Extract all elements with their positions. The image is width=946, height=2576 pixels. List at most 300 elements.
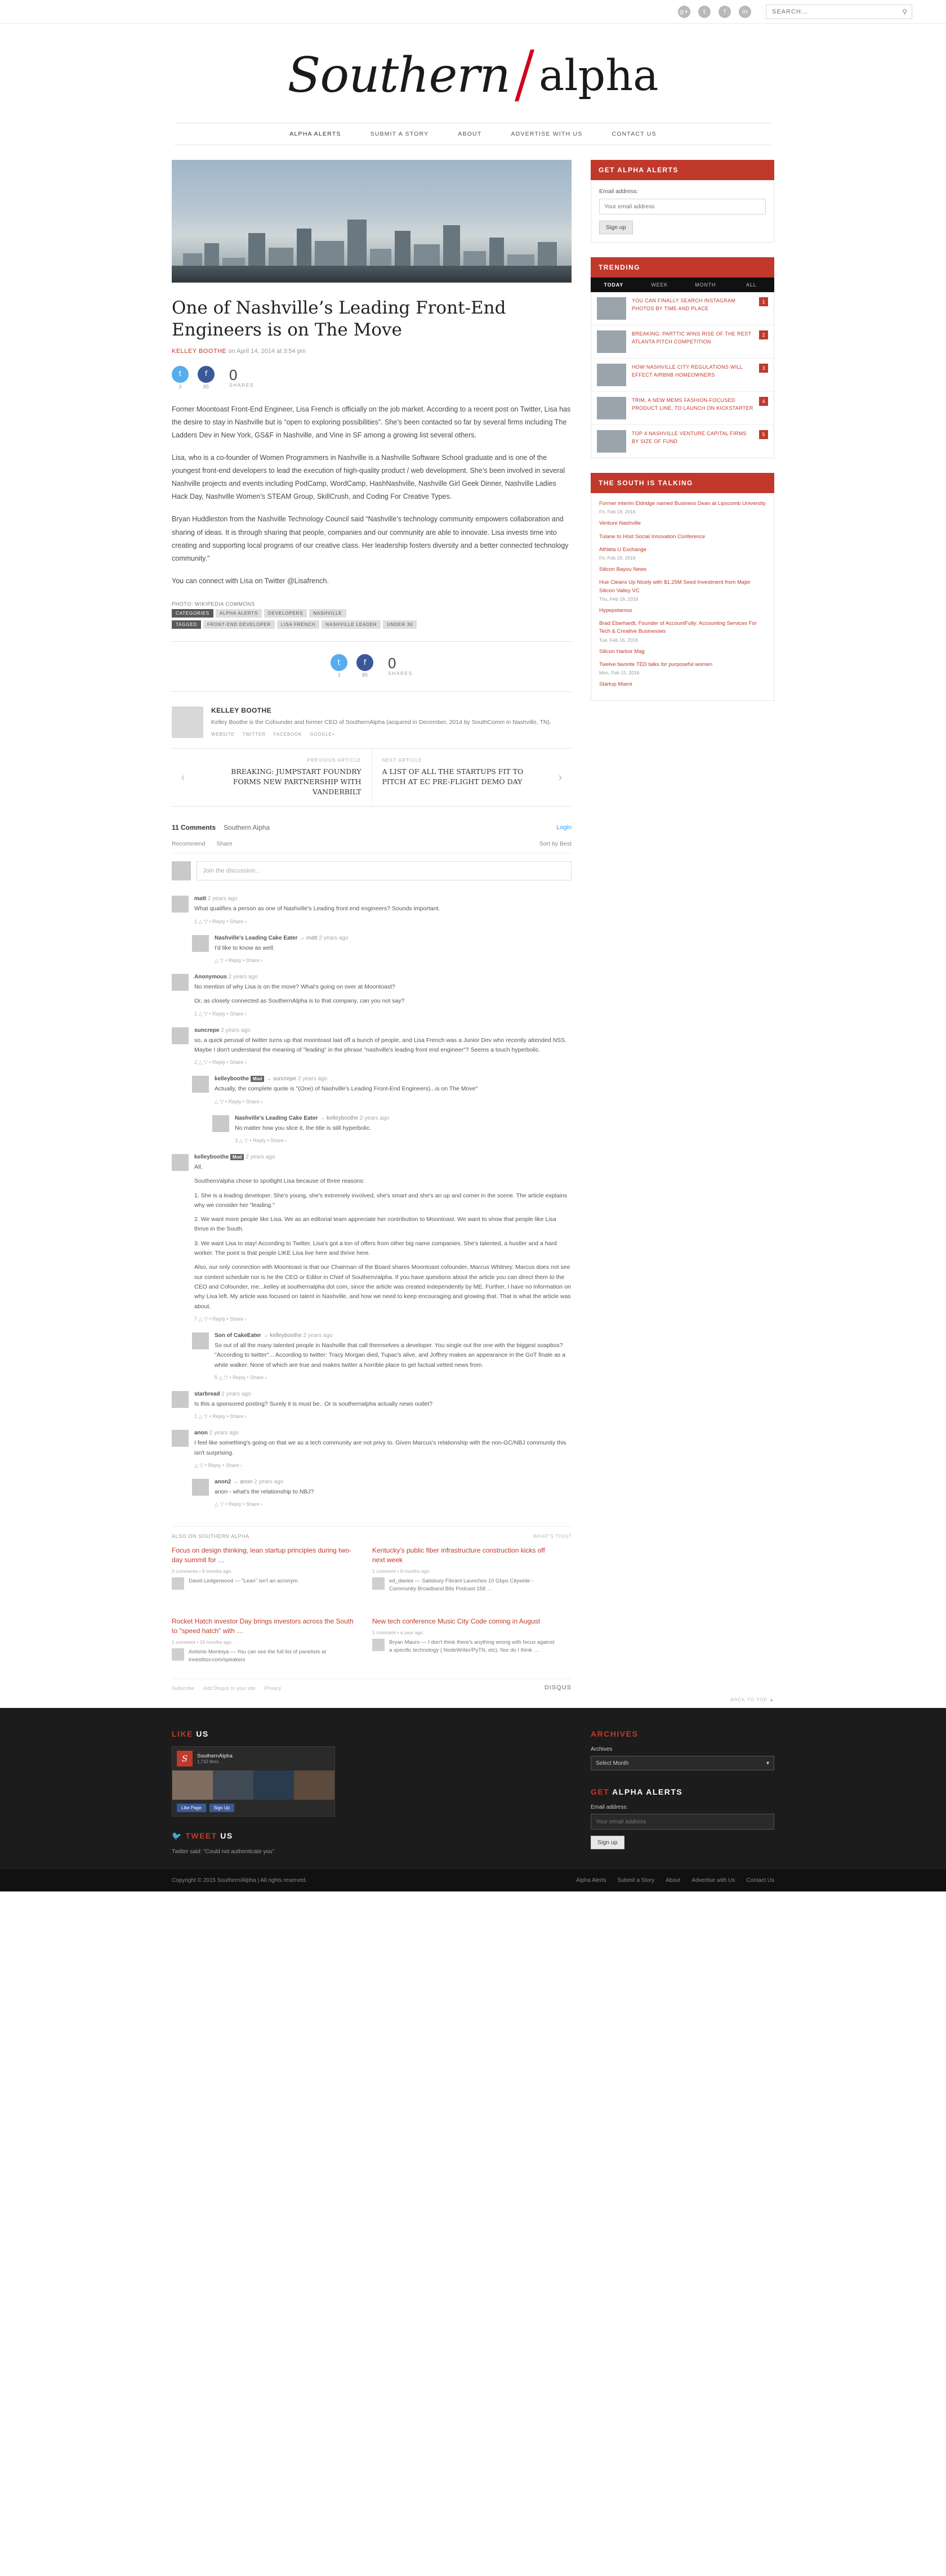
shares-number: 0 (388, 655, 396, 672)
comments-count: 11 Comments (172, 824, 216, 832)
shares-number: 0 (229, 366, 238, 383)
comment-text: anon - what's the relationship to NBJ? (215, 1488, 314, 1495)
widget-title: THE SOUTH IS TALKING (591, 473, 774, 493)
comment-actions[interactable]: 1 △ ▽ • Reply • Share › (194, 1010, 247, 1017)
comments-section (172, 824, 572, 1691)
widget-trending (591, 257, 774, 458)
trending-tabs (591, 278, 774, 292)
nav-item-advertise-with-us[interactable]: ADVERTISE WITH US (511, 131, 583, 137)
comment-header (194, 974, 572, 980)
trending-title[interactable]: YOU CAN FINALLY SEARCH INSTAGRAM PHOTOS BY TIME AND PLACE (632, 298, 736, 311)
talking-list (591, 493, 774, 701)
also-on-title[interactable]: Focus on design thinking, lean startup principles during two-day summit for … (172, 1546, 351, 1564)
next-title: A LIST OF ALL THE STARTUPS FIT TO PITCH AT EC PRE-FLIGHT DEMO DAY (382, 767, 524, 786)
also-on-quote (372, 1639, 558, 1655)
comment-text: No matter how you slice it, the title is still hyperbolic. (235, 1124, 372, 1132)
thumbnail (597, 397, 626, 419)
search-icon[interactable]: ⚲ (902, 7, 907, 16)
comment-actions[interactable]: △ ▽ • Reply • Share › (215, 1501, 263, 1508)
trending-title[interactable]: HOW NASHVILLE CITY REGULATIONS WILL EFFECT AIRBNB HOMEOWNERS (632, 364, 743, 378)
tag[interactable]: FRONT-END DEVELOPER (203, 620, 275, 629)
comment-author[interactable]: matt (194, 896, 208, 902)
get-alerts-pre: GET (591, 1787, 610, 1797)
tag[interactable]: NASHVILLE LEADER (322, 620, 381, 629)
email-label: Email address: (599, 188, 639, 195)
comment-item (172, 891, 572, 929)
avatar (372, 1577, 385, 1590)
back-to-top-link[interactable]: BACK TO TOP ▲ (730, 1697, 774, 1703)
also-on-item[interactable] (372, 1546, 558, 1593)
talking-headline[interactable]: Startup Miami (599, 681, 632, 687)
trending-title[interactable]: TRIM, A NEW MEMS FASHION-FOCUSED PRODUCT LINE, TO LAUNCH ON KICKSTARTER (632, 397, 753, 411)
comment-composer[interactable] (172, 853, 572, 891)
also-on-quote-text: ed_davies — Salisbury Fibrant Launches 10 Gbps Citywide - Community Broadband Bits Podcast 158 … (389, 1577, 534, 1592)
comment-text: No mention of why Lisa is on the move? What's going on over at Moontoast? Or, as closely connected as SouthernAlpha is to that company, can you not say? (194, 983, 405, 1005)
signup-button[interactable]: Sign up (599, 221, 633, 234)
subscribe-link[interactable]: Subscribe (172, 1685, 195, 1691)
shares-label: SHARES (229, 382, 254, 388)
author-bio: Kelley Boothe is the Cofounder and former CEO of SouthernAlpha (acquired in December, 2014 by SouthComm in Nashville, TN). (211, 719, 551, 726)
also-on-meta: 1 comment • 10 months ago (172, 1639, 231, 1645)
article-body (172, 403, 572, 588)
comment-item (172, 969, 572, 1022)
talking-date: Fri, Feb 19, 2016 (599, 555, 636, 561)
author-name: KELLEY BOOTHE (211, 706, 271, 714)
comment-time: 2 years ago (297, 1076, 328, 1083)
share-bar-bottom (172, 654, 572, 678)
logo-text-alpha: alpha (538, 50, 659, 100)
talking-headline[interactable]: Hue Cleans Up Nicely with $1.25M Seed Investment from Major Silicon Valley VC (599, 579, 751, 594)
avatar (172, 861, 191, 880)
archives-select-value: Select Month (596, 1760, 629, 1766)
widget-title: TRENDING (591, 257, 774, 278)
like-us-heading (172, 1729, 568, 1738)
next-article[interactable] (372, 749, 550, 806)
main-navigation (175, 123, 771, 145)
comment-time: 2 years ago (254, 1478, 284, 1485)
avatar (212, 1115, 229, 1132)
comment-text: I'd like to know as well. (215, 944, 275, 951)
also-on-item[interactable] (172, 1546, 358, 1593)
footer-right-column (591, 1729, 774, 1855)
next-label: NEXT ARTICLE (382, 758, 422, 763)
trending-title[interactable]: TOP 4 NASHVILLE VENTURE CAPITAL FIRMS BY SIZE OF FUND (632, 431, 747, 444)
trending-item[interactable] (591, 425, 774, 458)
talking-date: Mon, Feb 15, 2016 (599, 670, 640, 676)
also-on-meta: 3 comments • 9 months ago (172, 1568, 231, 1574)
comment-text: All, Southern/alpha chose to spotlight Lisa because of three reasons: 1. She is a leading developer. She's young, she's extremely involved, she's smart and she's an up and comer in the scene. The article explains why we consider her "leading." 2. We want more people like Lisa. We as an editorial team appreciate her contribution to Moontoast. We want to show that people like Lisa thrive in the South. 3. We want Lisa to stay! According to Twitter, Lisa's got a ton of offers from other big name companies. She's talented, a hustler and a hard worker. The point is that people LIKE Lisa live here and thrive here. Also, our only connection with Moontoast is that our Chairman of the Board shares Moontoast cofounder, Marcus Whitney. Marcus does not see our content schedule nor is he the CEO or Editor in Chief of Southern/alpha. If you have questions about the article you can direct them to the CEO and Cofounder, me...kelley at southernalpha dot com, since the article was created independently by ME. Further, I have no information on why Lisa left. My article was focused on talent in Nashville, and how we need to keep encouraging and growing that. That is what the article was about. (194, 1163, 571, 1310)
comment-header (194, 1430, 572, 1436)
also-on-grid (172, 1546, 572, 1673)
talking-item[interactable] (599, 661, 766, 676)
avatar (172, 1391, 189, 1408)
talking-item[interactable] (599, 681, 766, 688)
tag[interactable]: UNDER 30 (383, 620, 417, 629)
avatar (172, 974, 189, 991)
byline-date: on April 14, 2014 at 3:54 pm (228, 347, 306, 355)
comment-item (172, 1425, 572, 1474)
like-us-post: US (196, 1729, 209, 1739)
comment-time: 2 years ago (207, 896, 238, 902)
moderator-badge: Mod (251, 1076, 264, 1082)
share-twitter[interactable] (331, 654, 347, 678)
facebook-icon[interactable]: f (356, 654, 373, 671)
comment-actions[interactable]: △ ▽ • Reply • Share › (194, 1462, 243, 1468)
comment-item (192, 1327, 572, 1386)
comment-item (172, 1149, 572, 1327)
thumbnail (597, 297, 626, 320)
share-twitter[interactable] (172, 366, 189, 390)
comment-time: 2 years ago (246, 1153, 275, 1160)
also-on-quote-text: Antonio Montoya — You can see the full list of panelists at investbsv.com/speakers (189, 1648, 326, 1663)
photo-credit: PHOTO: WIKIPEDIA COMMONS (172, 601, 255, 607)
comment-header (215, 935, 572, 941)
comments-site-name: Southern Alpha (224, 824, 270, 832)
twitter-icon[interactable]: t (172, 366, 189, 383)
site-logo[interactable] (0, 24, 946, 123)
hero-image (172, 160, 572, 283)
login-button[interactable]: Login (556, 824, 572, 831)
byline (172, 348, 572, 355)
also-on-quote-text: David Ledgerwood — "Lean" isn't an acronym. (189, 1577, 300, 1584)
comment-reply-target: → kelleyboothe (319, 1115, 360, 1121)
logo-text-southern: Southern (287, 47, 510, 104)
get-alerts-post: ALPHA ALERTS (612, 1787, 683, 1797)
share-button[interactable]: Share (216, 840, 233, 848)
google-plus-icon[interactable]: g+ (678, 6, 690, 18)
archives-label: Archives (591, 1746, 613, 1753)
comment-reply-target: → kelleyboothe (262, 1332, 304, 1339)
facebook-page-logo-icon: S (177, 1751, 193, 1766)
comment-author[interactable]: starbread (194, 1390, 222, 1397)
facebook-like-button[interactable]: Like Page (177, 1804, 206, 1812)
avatar (192, 1479, 209, 1496)
share-bar-top (172, 366, 572, 390)
sort-selector[interactable]: Sort by Best (539, 840, 572, 848)
also-on-quote (172, 1577, 358, 1590)
footer-link-contact-us[interactable]: Contact Us (746, 1877, 774, 1884)
comment-reply-target: → suncrepe (266, 1076, 298, 1083)
prev-title: BREAKING: JUMPSTART FOUNDRY FORMS NEW PARTNERSHIP WITH VANDERBILT (231, 767, 362, 797)
category-tag[interactable]: DEVELOPERS (264, 609, 307, 618)
comment-author[interactable]: anon (194, 1430, 209, 1437)
trending-item[interactable] (591, 392, 774, 425)
talking-date: Tue, Feb 16, 2016 (599, 637, 639, 643)
tags-row (172, 620, 572, 629)
author-link-googleplus[interactable]: GOOGLE+ (310, 731, 336, 737)
whats-this-link[interactable]: WHAT'S THIS? (533, 1533, 572, 1540)
talking-headline[interactable]: Athleta U Exchange (599, 546, 646, 553)
comment-reply-target: → matt (299, 934, 319, 941)
avatar (172, 1154, 189, 1171)
archives-select[interactable] (591, 1756, 774, 1770)
trending-list (591, 292, 774, 458)
talking-headline[interactable]: Silicon Bayou News (599, 566, 646, 573)
trending-rank: 2 (759, 330, 768, 339)
article-paragraph: Lisa, who is a co-founder of Women Programmers in Nashville is a Nashville Software School graduate and is one of the youngest front-end developers to lead the execution of high-quality product / web development. She’s been involved in several Nashville projects and events including PodCamp, WordCamp, HashNashville, Nashville Girl Geek Dinner, Nashville Ladies Hack Day, Nashville Women’s STEAM Group, SkillCrush, and Coding For Creative Types. (172, 453, 565, 501)
talking-item[interactable] (599, 520, 766, 527)
facebook-photo-strip (172, 1770, 334, 1800)
tag[interactable]: LISA FRENCH (277, 620, 319, 629)
comment-header (215, 1332, 572, 1339)
thumbnail (597, 364, 626, 386)
chevron-down-icon: ▾ (766, 1760, 769, 1766)
facebook-signup-button[interactable]: Sign Up (209, 1804, 234, 1812)
nav-item-about[interactable]: ABOUT (458, 131, 482, 137)
categories-row (172, 609, 572, 618)
comment-author[interactable]: anon2 (215, 1478, 233, 1485)
avatar (172, 706, 203, 738)
article-pager (172, 748, 572, 807)
linkedin-icon[interactable]: in (739, 6, 751, 18)
trending-rank: 5 (759, 430, 768, 439)
comment-text: Actually, the complete quote is "(One) of Nashville's Leading Front-End Engineers)...is on The Move" (215, 1085, 478, 1093)
twitter-count: 3 (179, 383, 182, 390)
comments-actions (172, 837, 572, 853)
talking-headline[interactable]: Silicon Harbor Mag (599, 648, 645, 655)
widget-south-is-talking (591, 473, 774, 701)
footer-links (576, 1877, 774, 1884)
comment-actions[interactable]: 2 △ ▽ • Reply • Share › (194, 1059, 247, 1066)
also-on-item[interactable] (372, 1617, 558, 1664)
like-us-pre: LIKE (172, 1729, 193, 1739)
article-paragraph: Former Moontoast Front-End Engineer, Lisa French is officially on the job market. According to a recent post on Twitter, Lisa has the desire to stay in Nashville but is “open to exploring possibilities”. She’s been contacted so far by several firms including The Ladders Dev in New York, GS&F in Nashville, and Vine in SF among a growing list several others. (172, 405, 571, 439)
also-on-quote (372, 1577, 558, 1594)
footer-link-submit-a-story[interactable]: Submit a Story (617, 1877, 655, 1884)
author-link[interactable]: KELLEY BOOTHE (172, 347, 227, 355)
talking-headline[interactable]: Brad Eberhardt, Founder of AccountFully: Accounting Services For Tech & Creative Businesses (599, 620, 757, 635)
nav-item-alpha-alerts[interactable]: ALPHA ALERTS (289, 131, 341, 137)
thumbnail (597, 430, 626, 453)
email-field[interactable] (599, 199, 766, 214)
facebook-icon[interactable]: f (719, 6, 731, 18)
talking-headline[interactable]: Twelve favorite TED talks for purposeful women (599, 661, 712, 668)
thumbnail (597, 330, 626, 353)
comment-item (192, 1071, 572, 1110)
trending-rank: 3 (759, 364, 768, 373)
avatar (172, 1027, 189, 1044)
copyright-text: Copyright © 2015 Southern/Alpha | All rights reserved. (172, 1877, 307, 1884)
social-links (678, 6, 751, 18)
tab-week[interactable]: WEEK (651, 282, 668, 288)
prev-arrow-icon[interactable]: ‹ (181, 771, 185, 784)
comment-author[interactable]: Nashville's Leading Cake Eater (235, 1115, 320, 1121)
tweet-us-pre: TWEET (185, 1831, 217, 1841)
trending-rank: 4 (759, 397, 768, 406)
next-arrow-icon[interactable]: › (558, 771, 563, 784)
comment-actions[interactable]: 1 △ ▽ • Reply • Share › (194, 1414, 247, 1420)
comment-text: Is this a sponsored posting? Surely it is must be.. Or is southernalpha actually news outlet? (194, 1400, 433, 1407)
tweet-error-text: Twitter said: "Could not authenticate you" (172, 1849, 275, 1855)
comment-reply-target: → anon (233, 1478, 255, 1485)
avatar (192, 935, 209, 952)
talking-date: Thu, Feb 18, 2016 (599, 596, 639, 602)
comment-time: 2 years ago (319, 934, 349, 941)
talking-item[interactable] (599, 566, 766, 574)
total-shares (388, 656, 413, 676)
twitter-icon[interactable]: t (698, 6, 711, 18)
avatar (172, 1648, 184, 1661)
also-on-title[interactable]: New tech conference Music City Code coming in August (372, 1617, 541, 1626)
footer-email-label: Email address: (591, 1804, 628, 1811)
comment-author[interactable]: kelleyboothe (194, 1153, 230, 1160)
footer-like-us (172, 1729, 568, 1855)
footer-link-alpha-alerts[interactable]: Alpha Alerts (576, 1877, 606, 1884)
comment-time: 2 years ago (221, 1390, 251, 1397)
recommend-button[interactable]: Recommend (172, 840, 206, 848)
talking-item[interactable] (599, 620, 766, 643)
comment-header (215, 1479, 572, 1485)
comment-input[interactable]: Join the discussion… (197, 861, 572, 880)
tab-month[interactable]: MONTH (695, 282, 716, 288)
comment-actions[interactable]: △ ▽ • Reply • Share › (215, 1098, 263, 1104)
facebook-icon[interactable]: f (198, 366, 215, 383)
avatar (172, 896, 189, 913)
comment-header (194, 1391, 572, 1397)
comment-time: 2 years ago (209, 1430, 239, 1437)
footer-signup-button[interactable]: Sign up (591, 1836, 624, 1849)
nav-item-contact-us[interactable]: CONTACT US (612, 131, 657, 137)
tweet-us-heading (172, 1831, 568, 1841)
comment-author[interactable]: Anonymous (194, 974, 229, 980)
site-footer (0, 1708, 946, 1870)
also-on-title[interactable]: Rocket Hatch investor Day brings investors across the South to "speed hatch" with … (172, 1617, 354, 1635)
add-disqus-link[interactable]: Add Disqus to your site (203, 1685, 256, 1691)
widget-get-alpha-alerts (591, 160, 774, 243)
tweet-us-post: US (220, 1831, 233, 1841)
comment-actions[interactable]: 7 △ ▽ • Reply • Share › (194, 1316, 247, 1322)
total-shares (229, 368, 254, 388)
talking-item[interactable] (599, 648, 766, 656)
also-on-meta: 1 comment • 9 months ago (372, 1568, 430, 1574)
article-paragraph: You can connect with Lisa on Twitter @Lisafrench. (172, 576, 329, 585)
author-link-website[interactable]: WEBSITE (211, 731, 235, 737)
comment-author[interactable]: Son of CakeEater (215, 1332, 263, 1339)
comment-actions[interactable]: △ ▽ • Reply • Share › (215, 958, 263, 963)
talking-headline[interactable]: Former interim Eldridge named Business Dean at Lipscomb University (599, 500, 766, 507)
comment-text: so, a quick perusal of twitter turns up that moontoast laid off a bunch of people, and Lisa French was a Junior Dev who recently attended NSS. Maybe I don't understand the meaning of "leading" in the phrase "nashville's leading front end engineer"? Seems a touch hyperbolic. (194, 1036, 567, 1053)
comment-author[interactable]: suncrepe (194, 1027, 221, 1034)
also-on-section (172, 1526, 572, 1691)
tags-label: TAGGED (172, 620, 201, 629)
prev-article[interactable] (194, 749, 372, 806)
comment-time: 2 years ago (221, 1027, 251, 1034)
talking-headline[interactable]: Hypepotamus (599, 607, 632, 614)
comment-item (172, 1022, 572, 1071)
moderator-badge: Mod (230, 1154, 244, 1160)
author-link-twitter[interactable]: TWITTER (242, 731, 266, 737)
also-on-quote-text: Bryan Mauro — I don't think there's anything wrong with focus against a specific technology ( NodeWriter/PyTN, etc). Nor do I think … (389, 1639, 555, 1654)
talking-headline[interactable]: Venture Nashville (599, 520, 641, 527)
footer-link-about[interactable]: About (666, 1877, 681, 1884)
top-bar (0, 0, 946, 24)
page-title: One of Nashville’s Leading Front-End Engineers is on The Move (172, 298, 506, 340)
divider (172, 691, 572, 692)
facebook-page-name: SouthernAlpha (197, 1753, 233, 1760)
archives-heading: ARCHIVES (591, 1729, 639, 1739)
trending-item[interactable] (591, 325, 774, 359)
divider (172, 641, 572, 642)
comment-list (172, 891, 572, 1513)
talking-item[interactable] (599, 546, 766, 561)
comment-item (192, 930, 572, 969)
facebook-count: 85 (362, 672, 368, 678)
tab-all[interactable]: ALL (746, 282, 757, 288)
avatar (172, 1430, 189, 1447)
tab-today[interactable]: TODAY (604, 282, 623, 288)
shares-label: SHARES (388, 670, 413, 676)
talking-item[interactable] (599, 579, 766, 602)
copyright-bar (0, 1870, 946, 1891)
comment-time: 2 years ago (228, 974, 258, 980)
comment-actions[interactable]: 5 △ ▽ • Reply • Share › (215, 1374, 267, 1380)
search-box[interactable] (766, 5, 912, 19)
comment-author[interactable]: kelleyboothe (215, 1076, 251, 1083)
comment-header (235, 1115, 572, 1121)
trending-item[interactable] (591, 359, 774, 392)
also-on-title[interactable]: Kentucky's public fiber infrastructure construction kicks off next week (372, 1546, 545, 1564)
privacy-link[interactable]: Privacy (264, 1685, 282, 1691)
category-tag[interactable]: ALPHA ALERTS (216, 609, 262, 618)
facebook-count: 85 (203, 383, 209, 390)
talking-item[interactable] (599, 533, 766, 541)
author-box (172, 704, 572, 748)
comment-item (192, 1474, 572, 1513)
search-input[interactable] (771, 8, 902, 16)
footer-email-field[interactable] (591, 1814, 774, 1830)
talking-headline[interactable]: Tulane to Host Social Innovation Conference (599, 533, 706, 540)
twitter-bird-icon: 🐦 (172, 1831, 182, 1841)
also-on-meta: 1 comment • a year ago (372, 1630, 423, 1636)
comment-item (172, 1386, 572, 1425)
avatar (192, 1332, 209, 1349)
comment-text: What qualifies a person as one of Nashville's Leading front end engineers? Sounds important. (194, 905, 440, 913)
comment-time: 2 years ago (359, 1115, 390, 1121)
twitter-icon[interactable]: t (331, 654, 347, 671)
category-tag[interactable]: NASHVILLE (309, 609, 346, 618)
comment-header (194, 896, 572, 902)
talking-item[interactable] (599, 500, 766, 515)
main-content (172, 160, 572, 1691)
comment-text: So out of all the many talented people in Nashville that call themselves a developer. You single out the one with the biggest soapbox? "According to twitter"... According to twitter: Tracy Morgan died, Tupac's alive, and Joffrey makes an appearance in the GoT finale as a white walker. None of which are true and makes twitter a horrible place to get factual vetted news from. (215, 1341, 566, 1368)
nav-item-submit-a-story[interactable]: SUBMIT A STORY (370, 131, 429, 137)
categories-label: CATEGORIES (172, 609, 213, 618)
logo-slash-icon (515, 50, 534, 101)
facebook-widget[interactable] (172, 1746, 335, 1817)
share-facebook[interactable] (198, 366, 215, 390)
also-on-label: ALSO ON SOUTHERN ALPHA (172, 1533, 249, 1540)
trending-rank: 1 (759, 297, 768, 306)
comment-time: 2 years ago (303, 1332, 333, 1339)
article-meta (172, 601, 572, 629)
widget-title: GET ALPHA ALERTS (591, 160, 774, 180)
avatar (192, 1076, 209, 1093)
comments-header (172, 824, 572, 837)
comment-actions[interactable]: 3 △ ▽ • Reply • Share › (235, 1137, 287, 1143)
trending-title[interactable]: BREAKING: PARTTIC WINS RISE OF THE REST ATLANTA PITCH COMPETITION (632, 331, 752, 345)
author-link-facebook[interactable]: FACEBOOK (273, 731, 302, 737)
comment-header (215, 1076, 572, 1082)
also-on-item[interactable] (172, 1617, 358, 1664)
comment-actions[interactable]: 1 △ ▽ • Reply • Share › (194, 918, 247, 924)
comment-text: I feel like something's going on that we as a tech community are not privy to. Given Marcus's relationship with the non-GC/NBJ community this isn't surprising. (194, 1439, 566, 1456)
trending-item[interactable] (591, 292, 774, 325)
footer-link-advertise-with-us[interactable]: Advertise with Us (691, 1877, 735, 1884)
talking-item[interactable] (599, 607, 766, 615)
comment-author[interactable]: Nashville's Leading Cake Eater (215, 934, 300, 941)
share-facebook[interactable] (356, 654, 373, 678)
twitter-count: 3 (337, 672, 341, 678)
